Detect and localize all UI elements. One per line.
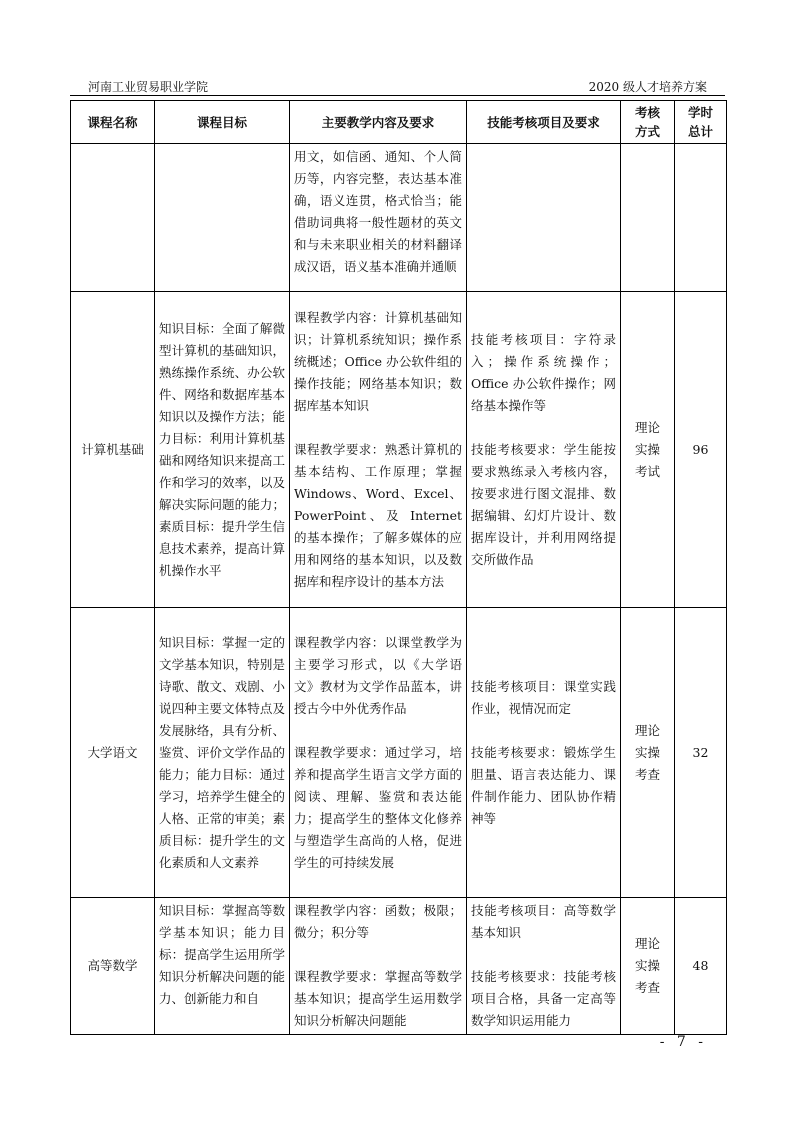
col-header-name: 课程名称 [71, 101, 155, 144]
course-goal-cell: 知识目标：全面了解微型计算机的基础知识，熟练操作系统、办公软件、网络和数据库基本知识以及操作方法；能力目标：利用计算机基础和网络知识来提高工作和学习的效率，以及解决实际问题的能力；素质目标：提升学生信息技术素养，提高计算机操作水平 [155, 292, 290, 608]
page-number: - 7 - [659, 1034, 707, 1050]
course-goal-cell: 知识目标：掌握一定的文学基本知识，特别是诗歌、散文、戏剧、小说四种主要文体特点及发展脉络，具有分析、鉴赏、评价文学作品的能力；能力目标：通过学习，培养学生健全的人格、正常的审美；素质目标：提升学生的文化素质和人文素养 [155, 608, 290, 898]
course-skills-cell [467, 144, 621, 292]
course-goal-cell: 知识目标：掌握高等数学基本知识；能力目标：提高学生运用所学知识分析解决问题的能力、创新能力和自 [155, 898, 290, 1035]
course-content-cell: 用文，如信函、通知、个人简历等，内容完整，表达基本准确，语义连贯，格式恰当；能借助词典将一般性题材的英文和与未来职业相关的材料翻译成汉语，语义基本准确并通顺 [290, 144, 467, 292]
table-row [71, 608, 727, 898]
col-header-goal: 课程目标 [155, 101, 290, 144]
course-skills-cell: 技能考核项目：字符录入；操作系统操作；Office 办公软件操作；网络基本操作等 技能考核要求：学生能按要求熟练录入考核内容，按要求进行图文混排、数据编辑、幻灯片设计、数据库设计，并利用网络提交所做作品 [467, 292, 621, 608]
course-skills-cell: 技能考核项目：高等数学基本知识 技能考核要求：技能考核项目合格，具备一定高等数学知识运用能力 [467, 898, 621, 1035]
course-name-cell: 大学语文 [71, 608, 155, 898]
table-row [71, 898, 727, 1035]
header-rule [70, 95, 725, 96]
header-plan-title: 2020 级人才培养方案 [588, 80, 707, 94]
course-content-cell: 课程教学内容：计算机基础知识；计算机系统知识；操作系统概述；Office 办公软件组的操作技能；网络基本知识；数据库基本知识 课程教学要求：熟悉计算机的基本结构、工作原理；掌握 Windows、Word、Excel、PowerPoint、及 Internet 的基本操作；了解多媒体的应用和网络的基本知识，以及数据库和程序设计的基本方法 [290, 292, 467, 608]
table-header-row [71, 101, 727, 144]
assessment-method-cell: 理论 实操 考查 [621, 608, 675, 898]
course-name-cell: 计算机基础 [71, 292, 155, 608]
col-header-hours: 学时 总计 [675, 101, 727, 144]
course-name-cell: 高等数学 [71, 898, 155, 1035]
assessment-method-cell [621, 144, 675, 292]
total-hours-cell: 32 [675, 608, 727, 898]
course-content-cell: 课程教学内容：以课堂教学为主要学习形式，以《大学语文》教材为文学作品蓝本，讲授古今中外优秀作品 课程教学要求：通过学习，培养和提高学生语言文学方面的阅读、理解、鉴赏和表达能力；提高学生的整体文化修养与塑造学生高尚的人格，促进学生的可持续发展 [290, 608, 467, 898]
assessment-method-cell: 理论 实操 考试 [621, 292, 675, 608]
course-content-cell: 课程教学内容：函数；极限；微分；积分等 课程教学要求：掌握高等数学基本知识；提高学生运用数学知识分析解决问题能 [290, 898, 467, 1035]
course-goal-cell [155, 144, 290, 292]
table-row [71, 292, 727, 608]
assessment-method-cell: 理论 实操 考查 [621, 898, 675, 1035]
course-skills-cell: 技能考核项目：课堂实践作业，视情况而定 技能考核要求：锻炼学生胆量、语言表达能力、课件制作能力、团队协作精神等 [467, 608, 621, 898]
header-school: 河南工业贸易职业学院 [88, 80, 209, 94]
curriculum-table [70, 100, 727, 1035]
col-header-content: 主要教学内容及要求 [290, 101, 467, 144]
total-hours-cell [675, 144, 727, 292]
col-header-method: 考核 方式 [621, 101, 675, 144]
course-name-cell [71, 144, 155, 292]
total-hours-cell: 96 [675, 292, 727, 608]
col-header-skills: 技能考核项目及要求 [467, 101, 621, 144]
total-hours-cell: 48 [675, 898, 727, 1035]
table-row [71, 144, 727, 292]
